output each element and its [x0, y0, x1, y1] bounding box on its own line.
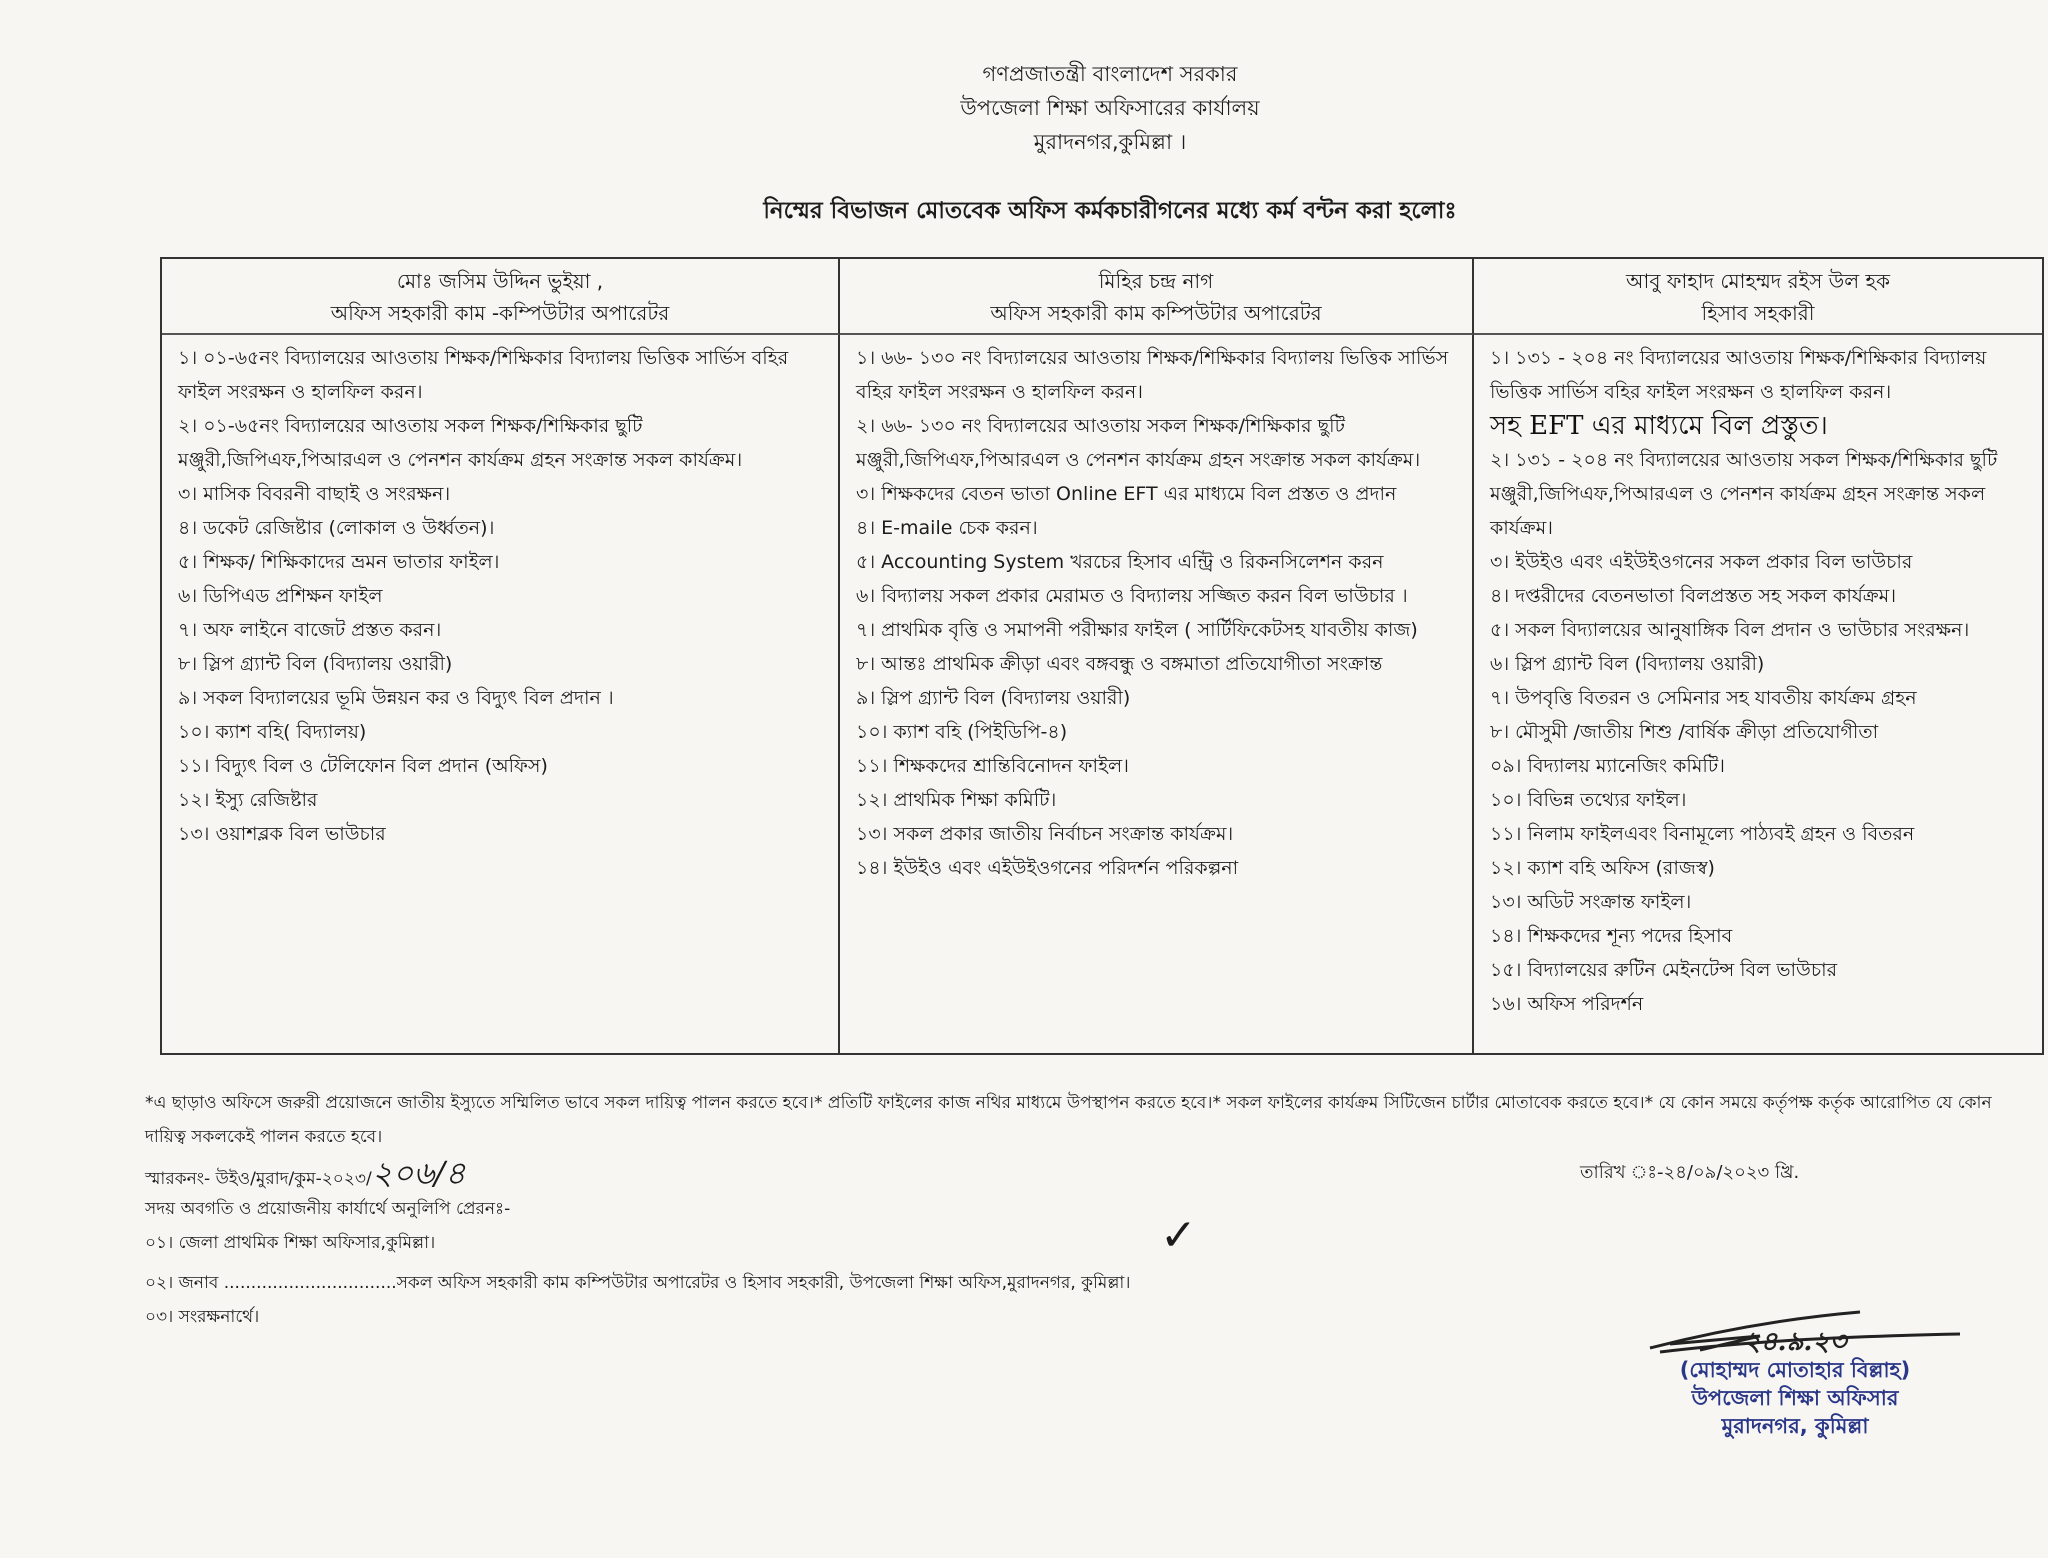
signature-block: [1630, 1300, 1960, 1440]
duty-item: ৪। E-maile চেক করন।: [856, 517, 1038, 539]
duty-item: ৪। দপ্তরীদের বেতনভাতা বিলপ্রস্তত সহ সকল কার্যক্রম।: [1490, 585, 1897, 607]
duty-item: ১১। নিলাম ফাইলএবং বিনামূল্যে পাঠ্যবই গ্রহন ও বিতরন: [1490, 823, 1915, 845]
handwritten-note: সহ EFT এর মাধ্যমে বিল প্রস্তুত।: [1490, 411, 1828, 441]
duty-item: ২। ০১-৬৫নং বিদ্যালয়ের আওতায় সকল শিক্ষক/শিক্ষিকার ছুটি মঞ্জুরী,জিপিএফ,পিআরএল ও পেনশন কার্যক্রম গ্রহন সংক্রান্ত সকল কার্যক্রম।: [178, 415, 743, 471]
duty-item: ৮। আন্তঃ প্রাথমিক ক্রীড়া এবং বঙ্গবন্ধু ও বঙ্গমাতা প্রতিযোগীতা সংক্রান্ত: [856, 653, 1383, 675]
duty-item: ১০। ক্যাশ বহি( বিদ্যালয়): [178, 721, 367, 743]
signatory-place: মুরাদনগর, কুমিল্লা: [1721, 1414, 1869, 1438]
footer-note: *এ ছাড়াও অফিসে জরুরী প্রয়োজনে জাতীয় ইস্যুতে সম্মিলিত ভাবে সকল দায়িত্ব পালন করতে হবে।* প্রতিটি ফাইলের কাজ নথির মাধ্যমে উপস্থাপন করতে হবে।* সকল ফাইলের কার্যক্রম সিটিজেন চার্টার মোতাবেক করতে হবে।* যে কোন সময়ে কর্তৃপক্ষ কর্তৃক আরোপিত যে কোন দায়িত্ব সকলকেই পালন করতে হবে।: [145, 1093, 1992, 1147]
employee-designation: অফিস সহকারী কাম কম্পিউটার অপারেটর: [990, 301, 1322, 325]
duty-list-2: [840, 335, 1474, 1053]
memo-handwritten-number: ২০৬/৪: [371, 1154, 466, 1192]
duty-item: ১১। শিক্ষকদের শ্রান্তিবিনোদন ফাইল।: [856, 755, 1129, 777]
duty-item: ৯। স্লিপ গ্র্যান্ট বিল (বিদ্যালয় ওয়ারী): [856, 687, 1131, 709]
signatory-title: উপজেলা শিক্ষা অফিসার: [1691, 1386, 1899, 1410]
duty-item: ৫। Accounting System খরচের হিসাব এন্ট্রি ও রিকনসিলেশন করন: [856, 551, 1384, 573]
duty-item: ৩। শিক্ষকদের বেতন ভাতা Online EFT এর মাধ্যমে বিল প্রস্তত ও প্রদান: [856, 483, 1397, 505]
duty-item: ১০। বিভিন্ন তথ্যের ফাইল।: [1490, 789, 1687, 811]
copy-recipient-3: ০৩। সংরক্ষনার্থে।: [145, 1307, 260, 1327]
duty-item: ১৩। সকল প্রকার জাতীয় নির্বাচন সংক্রান্ত কার্যক্রম।: [856, 823, 1234, 845]
office-name: উপজেলা শিক্ষা অফিসারের কার্যালয়: [960, 96, 1260, 120]
duty-item: ১২। প্রাথমিক শিক্ষা কমিটি।: [856, 789, 1057, 811]
copy-intro: সদয় অবগতি ও প্রয়োজনীয় কার্যার্থে অনুলিপি প্রেরনঃ-: [145, 1199, 511, 1219]
duty-item: ১। ০১-৬৫নং বিদ্যালয়ের আওতায় শিক্ষক/শিক্ষিকার বিদ্যালয় ভিত্তিক সার্ভিস বহির ফাইল সংরক্ষন ও হালফিল করন।: [178, 347, 789, 403]
duty-item: ১। ৬৬- ১৩০ নং বিদ্যালয়ের আওতায় শিক্ষক/শিক্ষিকার বিদ্যালয় ভিত্তিক সার্ভিস বহির ফাইল সংরক্ষন ও হালফিল করন।: [856, 347, 1449, 403]
duty-allocation-table: [160, 257, 2044, 1055]
duty-item: ১৫। বিদ্যালয়ের রুটিন মেইনটেন্স বিল ভাউচার: [1490, 959, 1838, 981]
duty-item: ৮। মৌসুমী /জাতীয় শিশু /বার্ষিক ক্রীড়া প্রতিযোগীতা: [1490, 721, 1879, 743]
duty-item: ৬। বিদ্যালয় সকল প্রকার মেরামত ও বিদ্যালয় সজ্জিত করন বিল ভাউচার ।: [856, 585, 1408, 607]
employee-designation: হিসাব সহকারী: [1701, 301, 1815, 325]
duty-item: ২। ১৩১ - ২০৪ নং বিদ্যালয়ের আওতায় সকল শিক্ষক/শিক্ষিকার ছুটি মঞ্জুরী,জিপিএফ,পিআরএল ও পেনশন কার্যক্রম গ্রহন সংক্রান্ত সকল কার্যক্রম।: [1490, 449, 1998, 539]
signatory-name: (মোহাম্মদ মোতাহার বিল্লাহ): [1679, 1358, 1911, 1382]
duty-item: ১৪। ইউইও এবং এইউইওগনের পরিদর্শন পরিকল্পনা: [856, 857, 1239, 879]
duty-item: ৬। স্লিপ গ্র্যান্ট বিল (বিদ্যালয় ওয়ারী): [1490, 653, 1765, 675]
duty-item: ১১। বিদ্যুৎ বিল ও টেলিফোন বিল প্রদান (অফিস): [178, 755, 548, 777]
signature-date: ২৪.৯.২৩: [1743, 1327, 1847, 1357]
employee-name: আবু ফাহাদ মোহম্মদ রইস উল হক: [1626, 269, 1890, 293]
column-header-2: [840, 259, 1474, 335]
duty-list-3: [1474, 335, 2042, 1053]
duty-item: ১৬। অফিস পরিদর্শন: [1490, 993, 1644, 1015]
document-date: তারিখ ঃ-২৪/০৯/২০২৩ খ্রি.: [1580, 1162, 1800, 1183]
column-header-3: [1474, 259, 2042, 335]
duty-item: ৫। শিক্ষক/ শিক্ষিকাদের ভ্রমন ভাতার ফাইল।: [178, 551, 500, 573]
duty-item: ১২। ইস্যু রেজিষ্টার: [178, 789, 318, 811]
employee-designation: অফিস সহকারী কাম -কম্পিউটার অপারেটর: [330, 301, 670, 325]
document-subject: নিম্মের বিভাজন মোতবেক অফিস কর্মকচারীগনের মধ্যে কর্ম বন্টন করা হলোঃ: [763, 198, 1457, 224]
copy-recipient-1: ০১। জেলা প্রাথমিক শিক্ষা অফিসার,কুমিল্লা।: [145, 1233, 436, 1253]
duty-item: ৩। মাসিক বিবরনী বাছাই ও সংরক্ষন।: [178, 483, 451, 505]
duty-item: ১। ১৩১ - ২০৪ নং বিদ্যালয়ের আওতায় শিক্ষক/শিক্ষিকার বিদ্যালয় ভিত্তিক সার্ভিস বহির ফাইল সংরক্ষন ও হালফিল করন।: [1490, 347, 1987, 403]
duty-item: ৭। উপবৃত্তি বিতরন ও সেমিনার সহ যাবতীয় কার্যক্রম গ্রহন: [1490, 687, 1917, 709]
duty-item: ১৪। শিক্ষকদের শূন্য পদের হিসাব: [1490, 925, 1733, 947]
govt-name: গণপ্রজাতন্ত্রী বাংলাদেশ সরকার: [982, 62, 1238, 86]
column-header-1: [162, 259, 840, 335]
duty-item: ১২। ক্যাশ বহি অফিস (রাজস্ব): [1490, 857, 1715, 879]
duty-item: ৫। সকল বিদ্যালয়ের আনুষাঙ্গিক বিল প্রদান ও ভাউচার সংরক্ষন।: [1490, 619, 1970, 641]
duty-item: ০৯। বিদ্যালয় ম্যানেজিং কমিটি।: [1490, 755, 1725, 777]
duty-list-1: [162, 335, 840, 1053]
employee-name: মোঃ জসিম উদ্দিন ভুইয়া ,: [396, 269, 604, 293]
duty-item: ৪। ডকেট রেজিষ্টার (লোকাল ও উর্ধ্বতন)।: [178, 517, 495, 539]
copy-recipient-2: ০২। জনাব ................................সকল অফিস সহকারী কাম কম্পিউটার অপারেটর ও হিসাব সহকারী, উপজেলা শিক্ষা অফিস,মুরাদনগর, কুমিল্লা।: [145, 1273, 1131, 1293]
employee-name: মিহির চন্দ্র নাগ: [1098, 269, 1214, 293]
duty-item: ১৩। অডিট সংক্রান্ত ফাইল।: [1490, 891, 1692, 913]
duty-item: ১৩। ওয়াশব্লক বিল ভাউচার: [178, 823, 386, 845]
duty-item: ৭। প্রাথমিক বৃত্তি ও সমাপনী পরীক্ষার ফাইল ( সার্টিফিকেটসহ যাবতীয় কাজ): [856, 619, 1418, 641]
duty-item: ৬। ডিপিএড প্রশিক্ষন ফাইল: [178, 585, 383, 607]
office-location: মুরাদনগর,কুমিল্লা ।: [1033, 130, 1187, 154]
tick-mark-icon: ✓: [1160, 1210, 1197, 1261]
duty-item: ৮। স্লিপ গ্র্যান্ট বিল (বিদ্যালয় ওয়ারী): [178, 653, 453, 675]
duty-item: ৯। সকল বিদ্যালয়ের ভূমি উন্নয়ন কর ও বিদ্যুৎ বিল প্রদান ।: [178, 687, 614, 709]
memo-prefix: স্মারকনং- উইও/মুরাদ/কুম-২০২৩/: [145, 1169, 372, 1189]
duty-item: ১০। ক্যাশ বহি (পিইডিপি-৪): [856, 721, 1068, 743]
duty-item: ৭। অফ লাইনে বাজেট প্রস্তত করন।: [178, 619, 442, 641]
duty-item: ২। ৬৬- ১৩০ নং বিদ্যালয়ের আওতায় সকল শিক্ষক/শিক্ষিকার ছুটি মঞ্জুরী,জিপিএফ,পিআরএল ও পেনশন কার্যক্রম গ্রহন সংক্রান্ত সকল কার্যক্রম।: [856, 415, 1421, 471]
duty-item: ৩। ইউইও এবং এইউইওগনের সকল প্রকার বিল ভাউচার: [1490, 551, 1913, 573]
